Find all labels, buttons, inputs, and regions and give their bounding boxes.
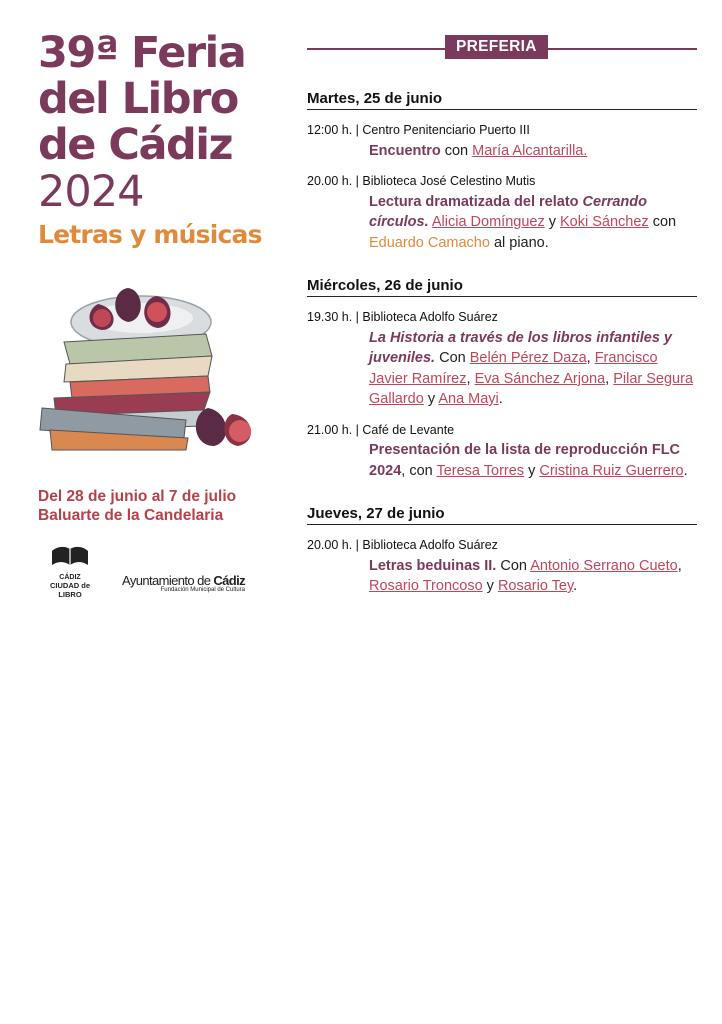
person-link[interactable]: Pilar Segura Gallardo xyxy=(369,370,694,407)
subtitle: Letras y músicas xyxy=(38,220,262,249)
event-text: con xyxy=(440,142,473,159)
poster-title-block xyxy=(38,30,278,249)
event-text: y xyxy=(544,214,561,230)
program-days xyxy=(307,90,697,597)
event-text: con xyxy=(648,214,677,230)
event-time-place xyxy=(307,535,697,556)
event-time: 19.30 h. | xyxy=(307,310,359,324)
event-text: Lectura dramatizada del relato xyxy=(369,193,583,210)
event-text: Letras beduinas II. xyxy=(369,557,497,574)
book-stack-illustration xyxy=(36,280,266,460)
program-event xyxy=(307,420,697,482)
logo-cadiz-text: CÁDIZ xyxy=(59,574,81,581)
event-place: Café de Levante xyxy=(362,422,455,437)
preferia-badge: PREFERIA xyxy=(445,35,548,59)
ayuntamiento-logo xyxy=(122,573,245,593)
day-title: Miércoles, 26 de junio xyxy=(307,277,697,297)
person-link[interactable]: Cristina Ruiz Guerrero xyxy=(539,462,684,479)
event-text: . xyxy=(683,462,688,479)
ciudad-de-libro-logo xyxy=(38,545,102,599)
day-title: Martes, 25 de junio xyxy=(307,90,697,110)
sponsor-logos xyxy=(38,545,278,605)
event-text: , xyxy=(466,370,475,387)
person-link[interactable]: Eva Sánchez Arjona xyxy=(474,370,606,387)
person-link[interactable]: Koki Sánchez xyxy=(560,214,649,230)
event-text: y xyxy=(482,578,498,594)
event-time: 12:00 h. | xyxy=(307,123,359,137)
event-text: Presentación de la lista de reproducción FLC 2024 xyxy=(369,442,681,479)
event-description xyxy=(307,328,697,410)
event-time: 20.00 h. | xyxy=(307,174,359,188)
program-day xyxy=(307,90,697,253)
person-link[interactable]: Francisco Javier Ramírez xyxy=(369,350,658,387)
event-text: . xyxy=(573,578,578,594)
event-description xyxy=(307,556,697,597)
event-text: , xyxy=(586,350,595,366)
title-year: 2024 xyxy=(38,167,144,217)
event-dates xyxy=(38,487,236,525)
event-time: 21.00 h. | xyxy=(307,422,359,437)
event-text: . xyxy=(498,391,503,407)
event-text: , con xyxy=(401,462,437,479)
event-description xyxy=(307,141,697,162)
person-link[interactable]: Belén Pérez Daza xyxy=(469,350,587,366)
program-day xyxy=(307,277,697,481)
event-text: y xyxy=(423,391,439,407)
dates-range: Del 28 de junio al 7 de julio xyxy=(38,488,237,505)
event-description xyxy=(307,192,697,254)
program-event xyxy=(307,307,697,410)
event-text: Encuentro xyxy=(369,142,441,159)
person-link[interactable]: Rosario Tey xyxy=(497,578,574,594)
event-time-place xyxy=(307,171,697,192)
event-text: Cerrando círculos. xyxy=(369,193,648,230)
event-place: Centro Penitenciario Puerto III xyxy=(362,123,530,137)
program-event xyxy=(307,535,697,597)
open-book-logo-icon xyxy=(50,545,90,569)
event-text: Eduardo Camacho xyxy=(369,234,490,251)
event-time-place xyxy=(307,307,697,328)
ayuntamiento-cadiz-text: Cádiz xyxy=(213,573,246,588)
day-title: Jueves, 27 de junio xyxy=(307,505,697,525)
program-header xyxy=(307,34,697,64)
event-time-place xyxy=(307,420,697,441)
person-link[interactable]: María Alcantarilla. xyxy=(472,142,588,159)
person-link[interactable]: Alicia Domínguez xyxy=(431,214,545,230)
event-place: Biblioteca Adolfo Suárez xyxy=(362,538,498,552)
title-line-3: de Cádiz xyxy=(38,120,233,170)
person-link[interactable]: Ana Mayi xyxy=(438,391,499,407)
program-event xyxy=(307,120,697,161)
venue: Baluarte de la Candelaria xyxy=(38,507,224,524)
event-time-place xyxy=(307,120,697,141)
title-line-1: 39ª Feria xyxy=(38,28,246,78)
person-link[interactable]: Rosario Troncoso xyxy=(369,578,483,594)
event-text: , xyxy=(605,370,614,387)
fundacion-text: Fundación Municipal de Cultura xyxy=(160,587,246,593)
event-text: Con xyxy=(435,350,470,366)
event-text: La Historia a través de los libros infantiles y juveniles. xyxy=(369,329,672,366)
event-text: y xyxy=(524,462,540,479)
event-text: al piano. xyxy=(489,234,549,251)
person-link[interactable]: Antonio Serrano Cueto xyxy=(530,557,678,574)
program-day xyxy=(307,505,697,597)
program-event xyxy=(307,171,697,253)
logo-ciudad-libro-text: CIUDAD de LIBRO xyxy=(49,581,90,599)
event-place: Biblioteca José Celestino Mutis xyxy=(362,174,536,188)
title-line-2: del Libro xyxy=(38,74,238,124)
event-time: 20.00 h. | xyxy=(307,538,359,552)
person-link[interactable]: Teresa Torres xyxy=(436,462,525,479)
event-place: Biblioteca Adolfo Suárez xyxy=(362,310,498,324)
program-column xyxy=(307,34,697,597)
event-text: Con xyxy=(496,557,531,574)
event-description xyxy=(307,440,697,481)
event-text: , xyxy=(677,557,682,574)
ayuntamiento-text: Ayuntamiento de xyxy=(122,573,214,588)
